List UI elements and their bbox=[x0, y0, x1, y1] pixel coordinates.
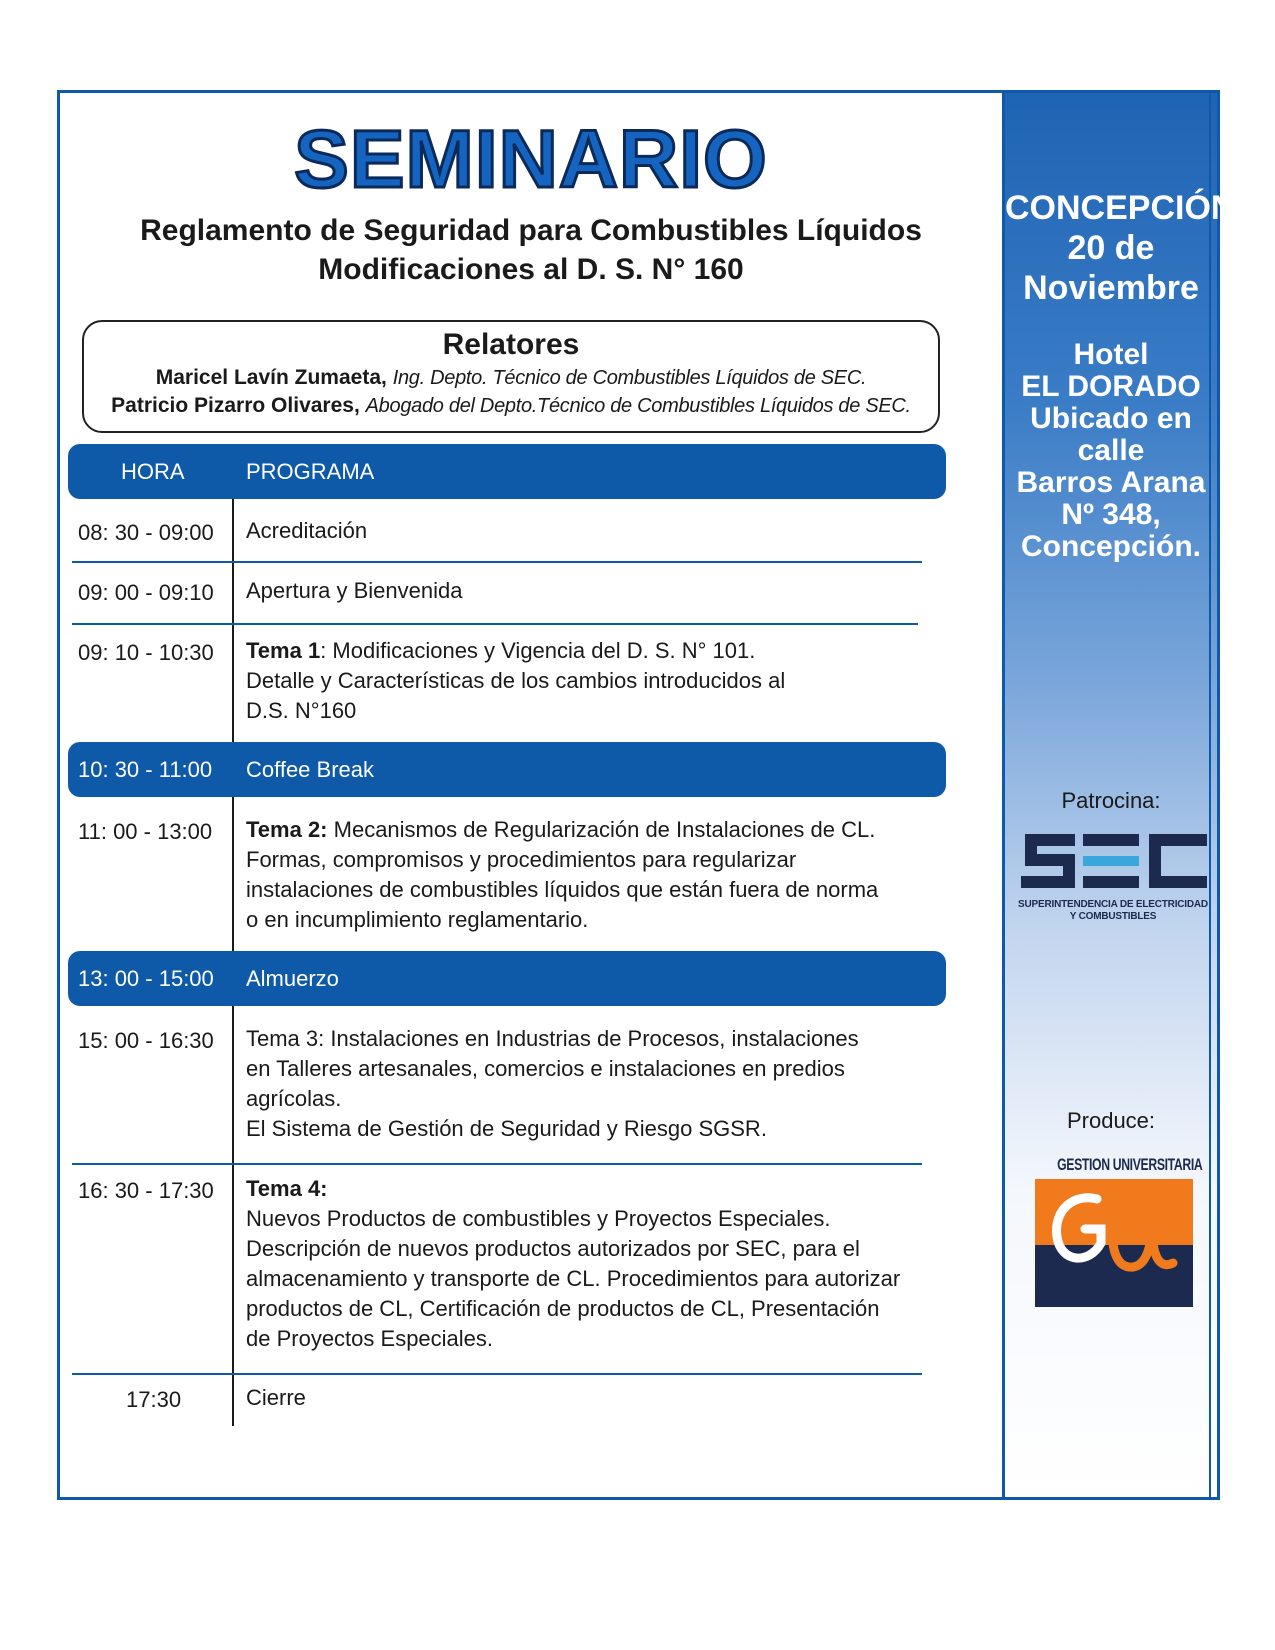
sidebar bbox=[1002, 93, 1236, 1497]
row-program bbox=[246, 1024, 946, 1144]
row-program bbox=[246, 636, 946, 726]
relator-2-name: Patricio Pizarro Olivares, bbox=[111, 394, 360, 417]
tema-label: Tema 2: bbox=[246, 817, 328, 842]
date-day: 20 de bbox=[1067, 229, 1155, 267]
row-time: 09: 10 - 10:30 bbox=[78, 640, 214, 665]
venue-line: Ubicado en bbox=[1030, 402, 1192, 435]
gestion-universitaria-logo bbox=[1035, 1155, 1203, 1307]
tema-label: Tema 4: bbox=[246, 1176, 328, 1201]
row-program bbox=[246, 1174, 946, 1354]
gu-logo-title: GESTION UNIVERSITARIA bbox=[1057, 1155, 1203, 1174]
program-line: Cierre bbox=[246, 1385, 306, 1410]
column-divider bbox=[232, 499, 234, 742]
row-separator bbox=[72, 561, 922, 563]
relator-2-role: Abogado del Depto.Técnico de Combustibles Líquidos de SEC. bbox=[365, 395, 911, 417]
row-separator bbox=[72, 1163, 922, 1165]
venue-line: calle bbox=[1077, 434, 1145, 467]
row-time: 08: 30 - 09:00 bbox=[78, 520, 214, 545]
row-program bbox=[246, 516, 946, 546]
program-line: : Modificaciones y Vigencia del D. S. N° 101. bbox=[320, 638, 756, 663]
row-time: 13: 00 - 15:00 bbox=[78, 966, 214, 991]
row-time: 10: 30 - 11:00 bbox=[78, 757, 213, 782]
program-line: Apertura y Bienvenida bbox=[246, 578, 463, 603]
row-time: 09: 00 - 09:10 bbox=[78, 580, 214, 605]
program-line: en Talleres artesanales, comercios e instalaciones en predios bbox=[246, 1056, 845, 1081]
sec-caption-1: SUPERINTENDENCIA DE ELECTRICIDAD bbox=[1018, 899, 1208, 910]
program-line: Detalle y Características de los cambios introducidos al bbox=[246, 668, 786, 693]
sec-logo bbox=[1017, 828, 1209, 923]
relator-1-name: Maricel Lavín Zumaeta, bbox=[155, 366, 387, 389]
venue-line: Barros Arana bbox=[1016, 466, 1206, 499]
event-venue bbox=[1005, 339, 1217, 563]
venue-line: Nº 348, bbox=[1061, 498, 1161, 531]
row-time: 11: 00 - 13:00 bbox=[78, 819, 213, 844]
coffee-break-band bbox=[68, 742, 946, 797]
relator-1 bbox=[84, 364, 938, 392]
header-hora: HORA bbox=[121, 459, 185, 484]
program-line: Tema 3: Instalaciones en Industrias de Procesos, instalaciones bbox=[246, 1026, 859, 1051]
program-line: agrícolas. bbox=[246, 1086, 342, 1111]
row-time: 15: 00 - 16:30 bbox=[78, 1028, 214, 1053]
program-line: de Proyectos Especiales. bbox=[246, 1326, 494, 1351]
program-line: instalaciones de combustibles líquidos que están fuera de norma bbox=[246, 877, 879, 902]
program-line: Nuevos Productos de combustibles y Proyectos Especiales. bbox=[246, 1206, 831, 1231]
city: CONCEPCIÓN bbox=[1005, 189, 1236, 227]
subtitle-line-2: Modificaciones al D. S. N° 160 bbox=[318, 253, 744, 286]
program-line: D.S. N°160 bbox=[246, 698, 357, 723]
flyer-frame bbox=[57, 90, 1236, 1500]
row-time: 17:30 bbox=[126, 1387, 182, 1412]
date-month: Noviembre bbox=[1023, 269, 1199, 307]
venue-line: Concepción. bbox=[1020, 530, 1201, 563]
program-line: o en incumplimiento reglamentario. bbox=[246, 907, 589, 932]
program-line: Mecanismos de Regularización de Instalaciones de CL. bbox=[327, 817, 876, 842]
row-separator bbox=[72, 1373, 922, 1375]
venue-line: EL DORADO bbox=[1021, 370, 1201, 403]
gu-logo-icon bbox=[1035, 1179, 1193, 1307]
program-line: Descripción de nuevos productos autorizados por SEC, para el bbox=[246, 1236, 860, 1261]
sponsor-label: Patrocina: bbox=[1061, 788, 1161, 813]
column-divider bbox=[232, 1006, 234, 1426]
program-line: Formas, compromisos y procedimientos para regularizar bbox=[246, 847, 797, 872]
event-city-date bbox=[1005, 188, 1236, 308]
row-program bbox=[246, 1383, 946, 1413]
page-title: SEMINARIO bbox=[294, 114, 768, 205]
almuerzo-band bbox=[68, 951, 946, 1006]
venue-line: Hotel bbox=[1073, 338, 1149, 371]
column-divider bbox=[232, 797, 234, 951]
program-line: productos de CL, Certificación de productos de CL, Presentación bbox=[246, 1296, 880, 1321]
row-separator bbox=[72, 623, 918, 625]
row-program bbox=[246, 576, 946, 606]
row-program: Coffee Break bbox=[246, 757, 375, 782]
row-time: 16: 30 - 17:30 bbox=[78, 1178, 214, 1203]
relator-2 bbox=[84, 392, 938, 420]
program-line: Acreditación bbox=[246, 518, 368, 543]
tema-label: Tema 1 bbox=[246, 638, 321, 663]
row-program: Almuerzo bbox=[246, 966, 339, 991]
sec-caption-2: Y COMBUSTIBLES bbox=[1069, 911, 1157, 922]
main-content bbox=[60, 93, 1002, 1497]
subtitle-line-1: Reglamento de Seguridad para Combustibles Líquidos bbox=[140, 214, 922, 247]
relator-1-role: Ing. Depto. Técnico de Combustibles Líquidos de SEC. bbox=[392, 367, 867, 389]
sec-logo-icon bbox=[1017, 828, 1209, 894]
producer-label: Produce: bbox=[1066, 1108, 1156, 1133]
header-programa: PROGRAMA bbox=[246, 459, 375, 484]
program-line: almacenamiento y transporte de CL. Procedimientos para autorizar bbox=[246, 1266, 901, 1291]
row-program bbox=[246, 815, 946, 935]
relatores-heading: Relatores bbox=[442, 328, 580, 361]
relatores-box bbox=[82, 320, 940, 433]
schedule-header bbox=[68, 444, 946, 499]
program-line: El Sistema de Gestión de Seguridad y Riesgo SGSR. bbox=[246, 1116, 767, 1141]
